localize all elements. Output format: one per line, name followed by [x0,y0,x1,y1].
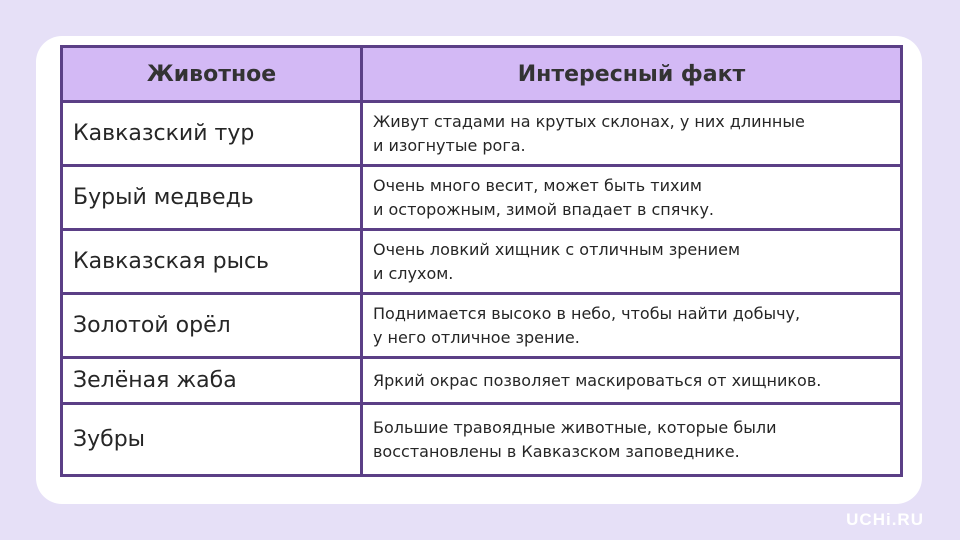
header-animal: Животное [62,47,362,102]
fact-line: восстановлены в Кавказском заповеднике. [373,441,740,461]
animal-fact [362,358,902,404]
table-header-row [62,47,902,102]
animal-fact [362,404,902,476]
header-fact: Интересный факт [362,47,902,102]
fact-line: и изогнутые рога. [373,135,526,155]
fact-line: Яркий окрас позволяет маскироваться от хищников. [373,370,822,390]
uchi-ru-logo: UCHi.RU [846,510,924,529]
table-row [62,102,902,166]
fact-line: и осторожным, зимой впадает в спячку. [373,199,715,219]
table-row [62,294,902,358]
table-row [62,230,902,294]
fact-line: Живут стадами на крутых склонах, у них длинные [373,111,805,131]
fact-line: Большие травоядные животные, которые были [373,417,777,437]
fact-line: Поднимается высоко в небо, чтобы найти добычу, [373,303,801,323]
fact-line: Очень ловкий хищник с отличным зрением [373,239,741,259]
animal-name: Зелёная жаба [62,358,362,404]
animal-fact [362,230,902,294]
animal-name: Зубры [62,404,362,476]
table-row [62,166,902,230]
table-row [62,358,902,404]
fact-line: у него отличное зрение. [373,327,580,347]
animal-name: Бурый медведь [62,166,362,230]
animal-fact [362,166,902,230]
animal-name: Кавказский тур [62,102,362,166]
fact-line: и слухом. [373,263,454,283]
animal-fact [362,294,902,358]
animal-name: Кавказская рысь [62,230,362,294]
animal-fact [362,102,902,166]
animal-name: Золотой орёл [62,294,362,358]
animals-facts-table [60,45,903,477]
table-row [62,404,902,476]
fact-line: Очень много весит, может быть тихим [373,175,702,195]
